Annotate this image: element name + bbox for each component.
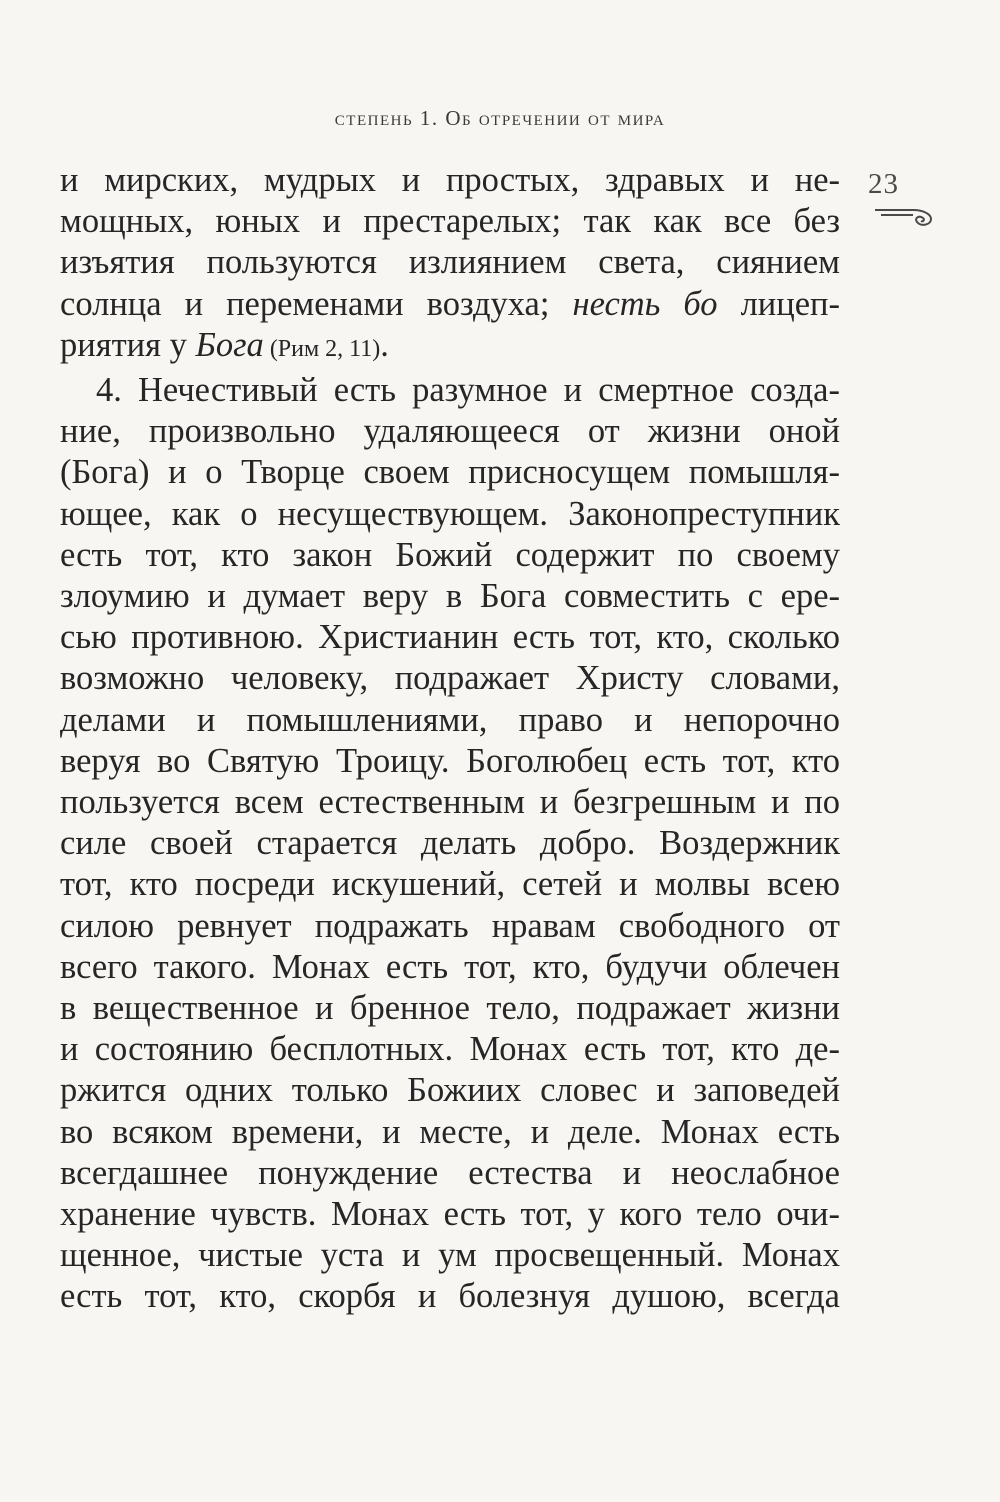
text-line: возможно человеку, подражает Христу словами, [60,659,840,698]
text-line: в вещественное и бренное тело, подражает жизни [60,989,840,1028]
text-line: риятия у Бога (Рим 2, 11). [60,325,389,364]
text-line: силою ревнует подражать нравам свободного от [60,906,840,945]
text-line: солнца и переменами воздуха; несть бо лицеп- [60,284,840,323]
text-line: всего такого. Монах есть тот, кто, будучи облечен [60,947,840,986]
text-line: щенное, чистые уста и ум просвещенный. Монах [60,1236,840,1275]
page-number: 23 [868,168,899,200]
text-line: ржится одних только Божиих словес и заповедей [60,1071,840,1110]
paragraph-start: 4. Нечестивый есть разумное и смертное созда- [96,371,840,410]
text-line: пользуется всем естественным и безгрешным и по [60,783,840,822]
text-line: ющее, как о несуществующем. Законопреступник [60,494,840,533]
text-line: (Бога) и о Творце своем присносущем помышля- [60,453,840,492]
text-line: есть тот, кто закон Божий содержит по своему [60,535,840,574]
text-line: есть тот, кто, скорбя и болезнуя душою, всегда [60,1277,840,1316]
text-line: всегдашнее понуждение естества и неослабное [60,1153,840,1192]
text-line: веруя во Святую Троицу. Боголюбец есть тот, кто [60,741,840,780]
text-line: и мирских, мудрых и простых, здравых и не- [60,161,840,199]
body-text [60,160,840,1318]
text-line: сью противною. Христианин есть тот, кто, сколько [60,618,840,657]
scripture-quote: Бога [195,325,264,364]
text-line: тот, кто посреди искушений, сетей и молвы всею [60,865,840,904]
text-line: злоумию и думает веру в Бога совместить с ере- [60,577,840,616]
text-line: и состоянию бесплотных. Монах есть тот, кто де- [60,1030,840,1069]
text-line: мощных, юных и престарелых; так как все без [60,202,840,241]
scroll-ornament-icon [873,207,935,229]
text-line: силе своей старается делать добро. Воздержник [60,824,840,863]
scripture-quote: несть бо [572,284,718,323]
scripture-reference: (Рим 2, 11) [263,335,381,362]
running-head: степень 1. Об отречении от мира [334,106,666,130]
text-line: делами и помышлениями, право и непорочно [60,700,840,739]
text-line: хранение чувств. Монах есть тот, у кого тело очи- [60,1195,840,1234]
text-line: во всяком времени, и месте, и деле. Монах есть [60,1112,840,1151]
text-line: ние, произвольно удаляющееся от жизни оной [60,412,840,451]
text-line: изъятия пользуются излиянием света, сиянием [60,243,840,282]
